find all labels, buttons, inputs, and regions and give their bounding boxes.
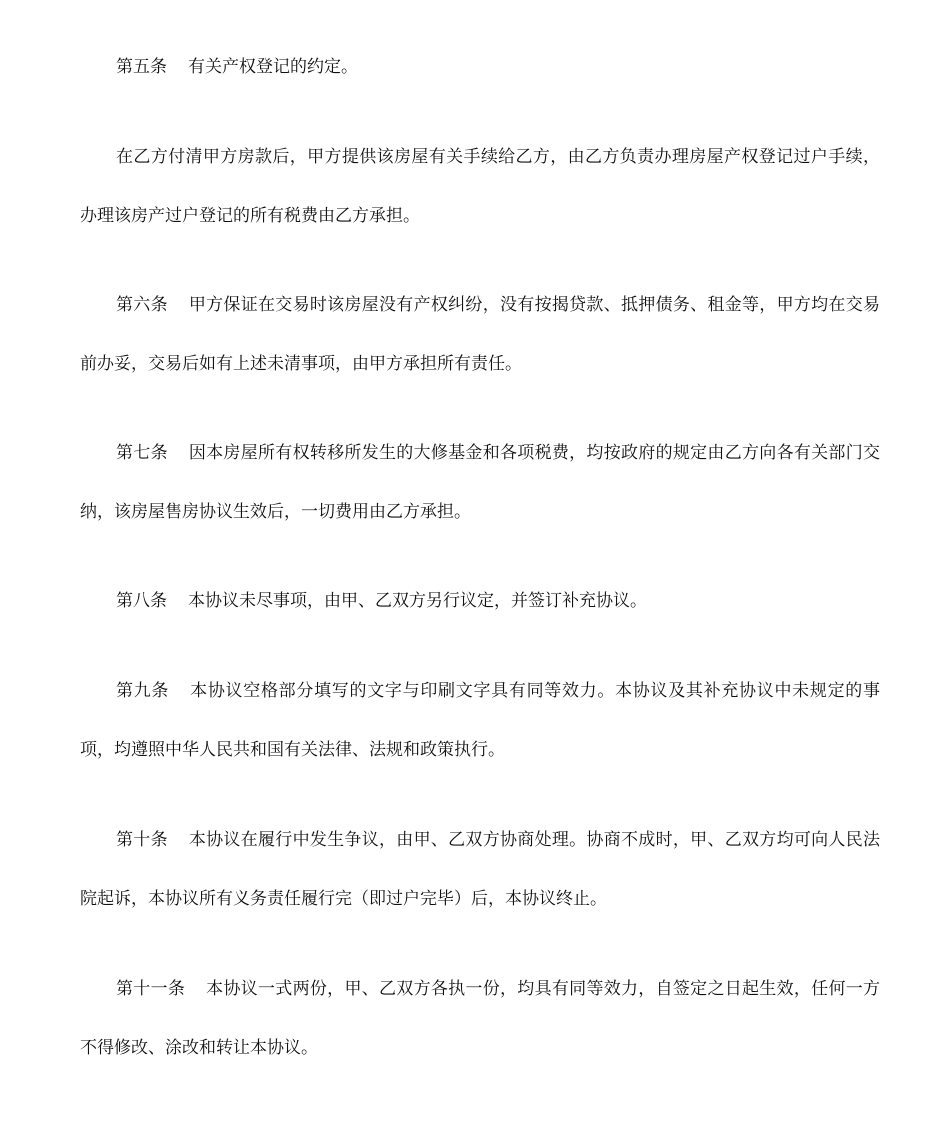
clause-7-paragraph	[80, 424, 880, 542]
clause-5-body-text: 在乙方付清甲方房款后，甲方提供该房屋有关手续给乙方，由乙方负责办理房屋产权登记过户手续，办理该房产过户登记的所有税费由乙方承担。	[80, 147, 880, 226]
clause-9-paragraph	[80, 662, 880, 780]
clause-6-text: 甲方保证在交易时该房屋没有产权纠纷，没有按揭贷款、抵押债务、租金等，甲方均在交易前办妥，交易后如有上述未清事项，由甲方承担所有责任。	[80, 295, 881, 374]
clause-5-body-paragraph	[80, 128, 880, 246]
clause-5-text: 有关产权登记的约定。	[188, 57, 358, 77]
clause-10-number: 第十条	[116, 830, 168, 850]
clause-5-number: 第五条	[116, 57, 167, 77]
clause-9-number: 第九条	[116, 681, 170, 701]
clause-11-text: 本协议一式两份，甲、乙双方各执一份，均具有同等效力，自签定之日起生效，任何一方不得修改、涂改和转让本协议。	[80, 979, 881, 1058]
clause-7-text: 因本房屋所有权转移所发生的大修基金和各项税费，均按政府的规定由乙方向各有关部门交纳，该房屋售房协议生效后，一切费用由乙方承担。	[80, 443, 881, 522]
clause-10-paragraph	[80, 811, 880, 929]
clause-5-paragraph	[80, 38, 880, 97]
clause-10-text: 本协议在履行中发生争议，由甲、乙双方协商处理。协商不成时，甲、乙双方均可向人民法院起诉，本协议所有义务责任履行完（即过户完毕）后，本协议终止。	[80, 830, 881, 909]
clause-9-text: 本协议空格部分填写的文字与印刷文字具有同等效力。本协议及其补充协议中未规定的事项，均遵照中华人民共和国有关法律、法规和政策执行。	[80, 681, 881, 760]
clause-8-number: 第八条	[116, 591, 167, 611]
clause-8-paragraph	[80, 572, 880, 631]
clause-7-number: 第七条	[116, 443, 168, 463]
clause-11-paragraph	[80, 960, 880, 1078]
clause-6-paragraph	[80, 276, 880, 394]
clause-11-number: 第十一条	[116, 979, 186, 999]
clause-8-text: 本协议未尽事项，由甲、乙双方另行议定，并签订补充协议。	[188, 591, 647, 611]
clause-6-number: 第六条	[116, 295, 168, 315]
